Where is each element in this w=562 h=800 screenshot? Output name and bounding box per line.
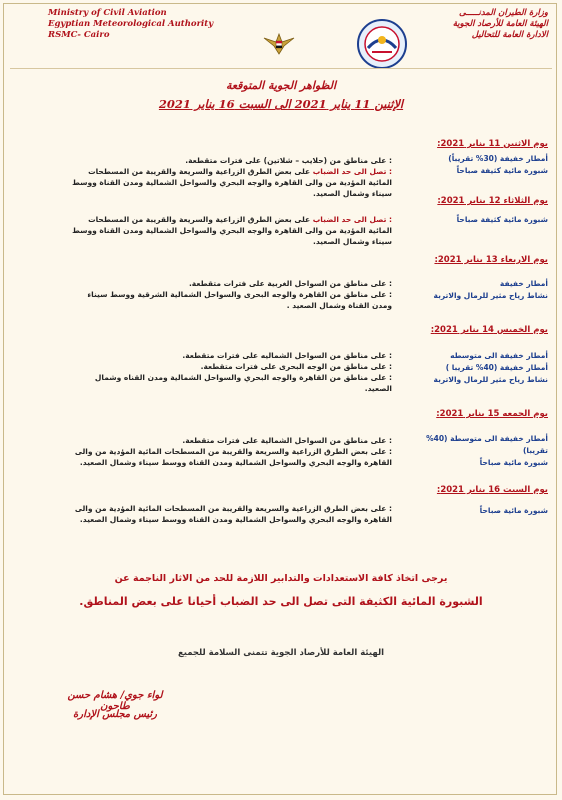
detail-item: : على مناطق من (حلايب – شلاتين) على فترات متقطعة. <box>185 156 392 165</box>
phenomena-list <box>408 214 548 226</box>
phenomenon-item: شبورة مائية كثيفة صباحاً <box>456 166 548 175</box>
day-heading: يوم الخميس 14 يناير 2021: <box>430 325 548 335</box>
day-heading: يوم الاثنين 11 يناير 2021: <box>437 139 548 149</box>
detail-item: : على مناطق من السواحل الغربية على فترات متقطعة. <box>188 279 392 288</box>
detail-highlight: : تصل الى حد الضباب <box>312 167 392 176</box>
details-list <box>72 350 392 394</box>
eagle-logo-icon <box>262 30 296 56</box>
phenomenon-item: أمطار خفيفة الى متوسطة (40% تقريبا) <box>426 434 548 455</box>
signature-name: لواء جوي/ هشام حسن طاحون <box>67 690 163 712</box>
phenomenon-item: أمطار خفيفة <box>499 279 548 288</box>
header-en-line: Egyptian Meteorological Authority <box>48 19 214 29</box>
phenomena-list <box>408 505 548 517</box>
day-heading: يوم الثلاثاء 12 يناير 2021: <box>437 196 548 206</box>
header-en-line: Ministry of Civil Aviation <box>48 8 167 18</box>
phenomenon-item: شبورة مائية كثيفة صباحاً <box>456 215 548 224</box>
header-english <box>48 8 238 41</box>
header-arabic <box>348 8 548 41</box>
detail-item: : تصل الى حد الضباب على بعض الطرق الزراعية والسريعة والقريبة من المسطحات المائية المؤدية من والى القاهرة والوجه البحري والسواحل الشمالية ومدن القناة ووسط سيناء وشمال الصعيد. <box>72 215 392 246</box>
detail-item: : على مناطق من السواحل الشمالية على فترات متقطعة. <box>182 436 392 445</box>
phenomenon-item: شبورة مائية صباحاً <box>479 458 548 467</box>
header-divider <box>10 68 552 69</box>
detail-item: : على بعض الطرق الزراعية والسريعة والقريبة من المسطحات المائية المؤدية من والى القاهرة والوجه البحري والسواحل الشمالية ومدن القناة ووسط سيناء وشمال الصعيد. <box>74 447 392 467</box>
header-ar-line: وزارة الطيران المدنـــــى <box>458 8 548 18</box>
detail-item: : على مناطق من القاهرة والوجه البحري والسواحل الشمالية ومدن القناه وشمال الصعيد. <box>94 373 392 393</box>
phenomenon-item: أمطار خفيفة (40% تقريبا ) <box>445 363 548 372</box>
document-page <box>3 3 557 795</box>
detail-item: : على مناطق من الوجه البحرى على فترات متقطعة. <box>200 362 392 371</box>
details-list <box>72 155 392 199</box>
phenomena-list <box>408 278 548 302</box>
header-ar-line: الهيئة العامة للأرصاد الجوية <box>452 19 548 29</box>
details-list <box>72 435 392 468</box>
phenomenon-item: شبورة مائية صباحاً <box>479 506 548 515</box>
phenomenon-item: نشاط رياح مثير للرمال والاتربة <box>433 375 548 384</box>
details-list <box>72 278 392 311</box>
details-list <box>72 214 392 247</box>
phenomenon-item: أمطار خفيفة الى متوسطه <box>450 351 548 360</box>
safety-wish: الهيئة العامة للأرصاد الجوية تتمنى السلامة للجميع <box>177 648 385 658</box>
notice-line: الشبورة المائية الكثيفة التى تصل الى حد الضباب أحيانا على بعض المناطق. <box>79 595 483 608</box>
detail-highlight: : تصل الى حد الضباب <box>312 215 392 224</box>
phenomenon-item: نشاط رياح مثير للرمال والاتربة <box>433 291 548 300</box>
day-heading: يوم السبت 16 يناير 2021: <box>436 485 548 495</box>
detail-item: : على بعض الطرق الزراعية والسريعة والقريبة من المسطحات المائية المؤدية من والى القاهرة والوجه البحري والسواحل الشمالية ومدن القناة ووسط سيناء وشمال الصعيد. <box>74 504 392 524</box>
phenomenon-item: أمطار خفيفة (30% تقريباً) <box>448 154 548 163</box>
detail-item: : تصل الى حد الضباب على بعض الطرق الزراعية والسريعة والقريبة من المسطحات المائية المؤدية من والى القاهرة والوجه البحري والسواحل الشمالية ومدن القناة ووسط سيناء وشمال الصعيد. <box>72 167 392 198</box>
page-title: الظواهر الجوية المتوقعة <box>225 79 337 92</box>
detail-item: : على مناطق من السواحل الشماليه على فترات متقطعة. <box>182 351 392 360</box>
day-heading: يوم الجمعه 15 يناير 2021: <box>436 409 548 419</box>
detail-item: : على مناطق من القاهرة والوجه البحرى والسواحل الشمالية الشرقية ووسط سيناء ومدن القناة وشمال الصعيد . <box>87 290 392 310</box>
phenomena-list <box>408 153 548 177</box>
phenomena-list <box>408 350 548 386</box>
header-en-line: RSMC- Cairo <box>48 30 110 40</box>
signature-title: رئيس مجلس الإدارة <box>73 709 157 720</box>
notice-line: يرجى اتخاذ كافة الاستعدادات والتدابير اللازمة للحد من الاثار الناجمة عن <box>114 573 448 584</box>
header-ar-line: الادارة العامة للتحاليل <box>471 30 548 40</box>
day-heading: يوم الاربعاء 13 يناير 2021: <box>434 255 548 265</box>
page-subtitle: الإثنين 11 يناير 2021 الى السبت 16 يناير 2021 <box>158 97 404 111</box>
phenomena-list <box>408 433 548 469</box>
details-list <box>72 503 392 525</box>
